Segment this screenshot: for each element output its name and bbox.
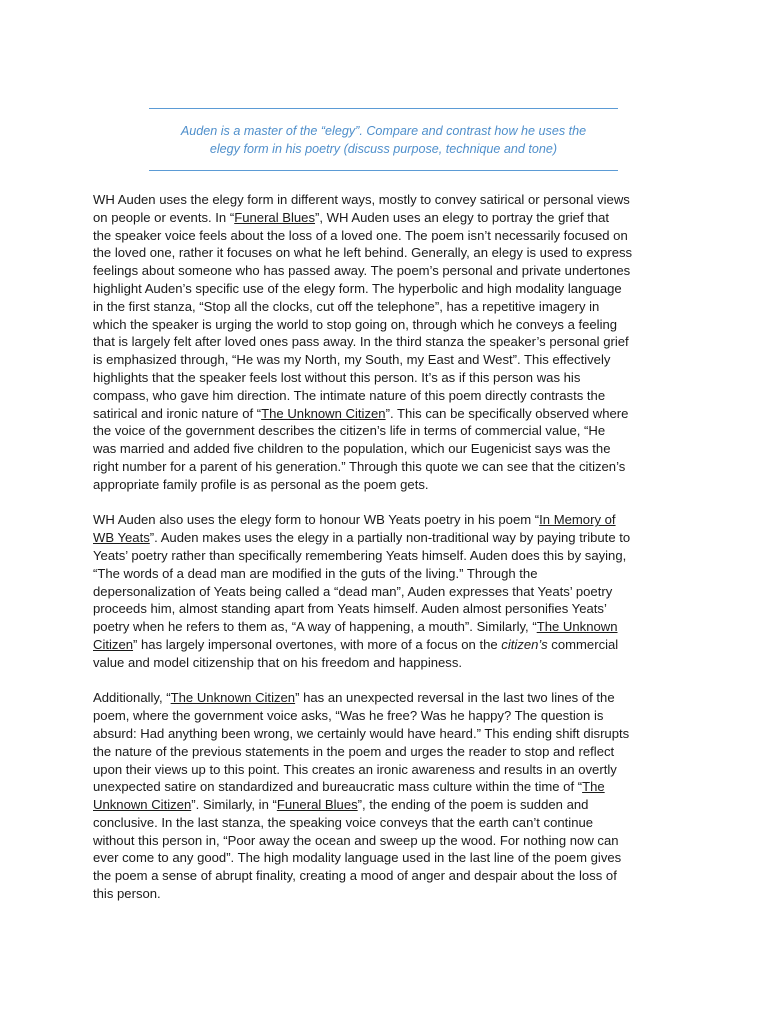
essay-line (93, 333, 683, 351)
essay-line (93, 209, 683, 227)
text-run: the nature of the previous statements in the poem and urges the reader to stop and reflect (93, 743, 615, 759)
essay-line (93, 280, 683, 298)
text-run: value and model citizenship that on his freedom and happiness. (93, 654, 463, 670)
text-run: “The words of a dead man are modified in the guts of the living.” Through the (93, 565, 538, 581)
essay-line (93, 796, 683, 814)
text-run: the loved one, rather it focuses on what he left behind. Generally, an elegy is used to express (93, 245, 633, 261)
text-run: commercial (547, 636, 619, 652)
essay-line (93, 191, 683, 209)
essay-line (93, 867, 683, 885)
essay-line (93, 476, 683, 494)
question-line: Auden is a master of the “elegy”. Compare and contrast how he uses the (180, 124, 587, 138)
text-run: compass, who gave him direction. The intimate nature of this poem directly contrasts the (93, 387, 606, 403)
text-run: ”, WH Auden uses an elegy to portray the grief that (315, 209, 610, 225)
text-run: appropriate family profile is as personal as the poem gets. (93, 476, 429, 492)
text-run: the voice of the government describes the citizen’s life in terms of commercial value, “He (93, 423, 606, 439)
poem-title-reference: Unknown Citizen (93, 797, 192, 813)
text-run: the poem a sense of abrupt finality, creating a mood of anger and despair about the loss of (93, 868, 617, 884)
text-run: ”. This can be specifically observed where (385, 405, 629, 421)
text-run: poem, where the government voice asks, “Was he free? Was he happy? The question is (93, 708, 604, 724)
text-run: unexpected satire on standardized and bureaucratic mass culture within the time of “ (93, 779, 583, 795)
poem-title-reference: In Memory of (539, 512, 616, 528)
text-run: right number for a parent of his generation.” Through this quote we can see that the citizen’s (93, 458, 626, 474)
text-run: WH Auden uses the elegy form in different ways, mostly to convey satirical or personal views (93, 192, 630, 207)
essay-line (93, 440, 683, 458)
essay-paragraph (93, 511, 683, 671)
essay-line (93, 689, 683, 707)
poem-title-reference: The Unknown Citizen (170, 690, 296, 706)
poem-title-reference: The Unknown Citizen (261, 405, 386, 421)
essay-line (93, 369, 683, 387)
essay-line (93, 458, 683, 476)
essay-line (93, 529, 683, 547)
text-run: highlight Auden’s specific use of the elegy form. The hyperbolic and high modality language (93, 280, 622, 296)
poem-title-reference: The Unknown (536, 619, 618, 635)
text-run: conclusive. In the last stanza, the speaking voice conveys that the earth can’t continue (93, 814, 594, 830)
essay-line (93, 707, 683, 725)
text-run: WH Auden also uses the elegy form to honour WB Yeats poetry in his poem “ (93, 512, 540, 528)
text-run: is emphasized through, “He was my North, my South, my East and West”. This effectively (93, 352, 611, 368)
question-line: elegy form in his poetry (discuss purpose, technique and tone) (209, 142, 558, 156)
text-run: feelings about someone who has passed away. The poem’s personal and private undertones (93, 263, 631, 279)
essay-line (93, 600, 683, 618)
text-run: depersonalization of Yeats being called a “dead man”, Auden expresses that Yeats’ poetry (93, 583, 613, 599)
essay-line (93, 743, 683, 761)
poem-title-reference: Funeral Blues (234, 209, 316, 225)
essay-line (93, 832, 683, 850)
text-run: ”. Auden makes uses the elegy in a partially non-traditional way by paying tribute to (149, 530, 631, 546)
essay-paragraph (93, 191, 683, 494)
essay-line (93, 725, 683, 743)
text-run: ”. Similarly, in “ (191, 797, 277, 813)
emphasized-text: citizen’s (501, 636, 548, 652)
text-run: ” has an unexpected reversal in the last two lines of the (295, 690, 615, 706)
text-run: was married and added five children to the population, which our Eugenicist says was the (93, 441, 611, 457)
text-run: this person. (93, 886, 161, 902)
essay-line (93, 636, 683, 654)
essay-line (93, 761, 683, 779)
essay-line (93, 885, 683, 903)
text-run: without this person in, “Poor away the ocean and sweep up the wood. For nothing now can (93, 832, 619, 848)
text-run: absurd: Had anything been wrong, we certainly would have heard.” This ending shift disrupts (93, 725, 630, 741)
essay-line (93, 814, 683, 832)
essay-body (93, 191, 683, 921)
essay-paragraph (93, 689, 683, 903)
text-run: ever come to any good”. The high modality language used in the last line of the poem gives (93, 850, 622, 866)
text-run: Additionally, “ (93, 690, 171, 706)
essay-line (93, 778, 683, 796)
text-run: that is largely felt after loved ones pass away. In the third stanza the speaker’s personal grief (93, 334, 629, 350)
text-run: highlights that the speaker feels lost without this person. It’s as if this person was his (93, 369, 581, 385)
essay-line (93, 227, 683, 245)
essay-line (93, 547, 683, 565)
text-run: poetry when he refers to them as, “A way of happening, a mouth”. Similarly, “ (93, 619, 537, 635)
essay-line (93, 511, 683, 529)
text-run: satirical and ironic nature of “ (93, 405, 262, 421)
text-run: ”, the ending of the poem is sudden and (357, 797, 589, 813)
essay-line (93, 387, 683, 405)
poem-title-reference: WB Yeats (93, 530, 150, 546)
poem-title-reference: The (582, 779, 605, 795)
essay-line (93, 244, 683, 262)
text-run: in the first stanza, “Stop all the clocks, cut off the telephone”, has a repetitive imagery in (93, 298, 600, 314)
essay-line (93, 351, 683, 369)
essay-line (93, 316, 683, 334)
essay-line (93, 654, 683, 672)
text-run: ” has largely impersonal overtones, with more of a focus on the (133, 636, 502, 652)
essay-line (93, 422, 683, 440)
text-run: proceeds him, almost standing apart from Yeats himself. Auden almost personifies Yeats’ (93, 601, 607, 617)
essay-line (93, 298, 683, 316)
essay-line (93, 405, 683, 423)
text-run: upon their views up to this point. This creates an ironic awareness and results in an overtly (93, 761, 617, 777)
text-run: Yeats’ poetry rather than specifically remembering Yeats himself. Auden does this by saying, (93, 547, 627, 563)
essay-line (93, 583, 683, 601)
text-run: the speaker voice feels about the loss of a loved one. The poem isn’t necessarily focused on (93, 227, 628, 243)
text-run: which the speaker is urging the world to stop going on, through which he conveys a feeling (93, 316, 618, 332)
essay-line (93, 618, 683, 636)
poem-title-reference: Citizen (93, 636, 134, 652)
essay-line (93, 565, 683, 583)
essay-line (93, 262, 683, 280)
essay-question (149, 108, 618, 171)
essay-line (93, 849, 683, 867)
text-run: on people or events. In “ (93, 209, 235, 225)
poem-title-reference: Funeral Blues (276, 797, 358, 813)
